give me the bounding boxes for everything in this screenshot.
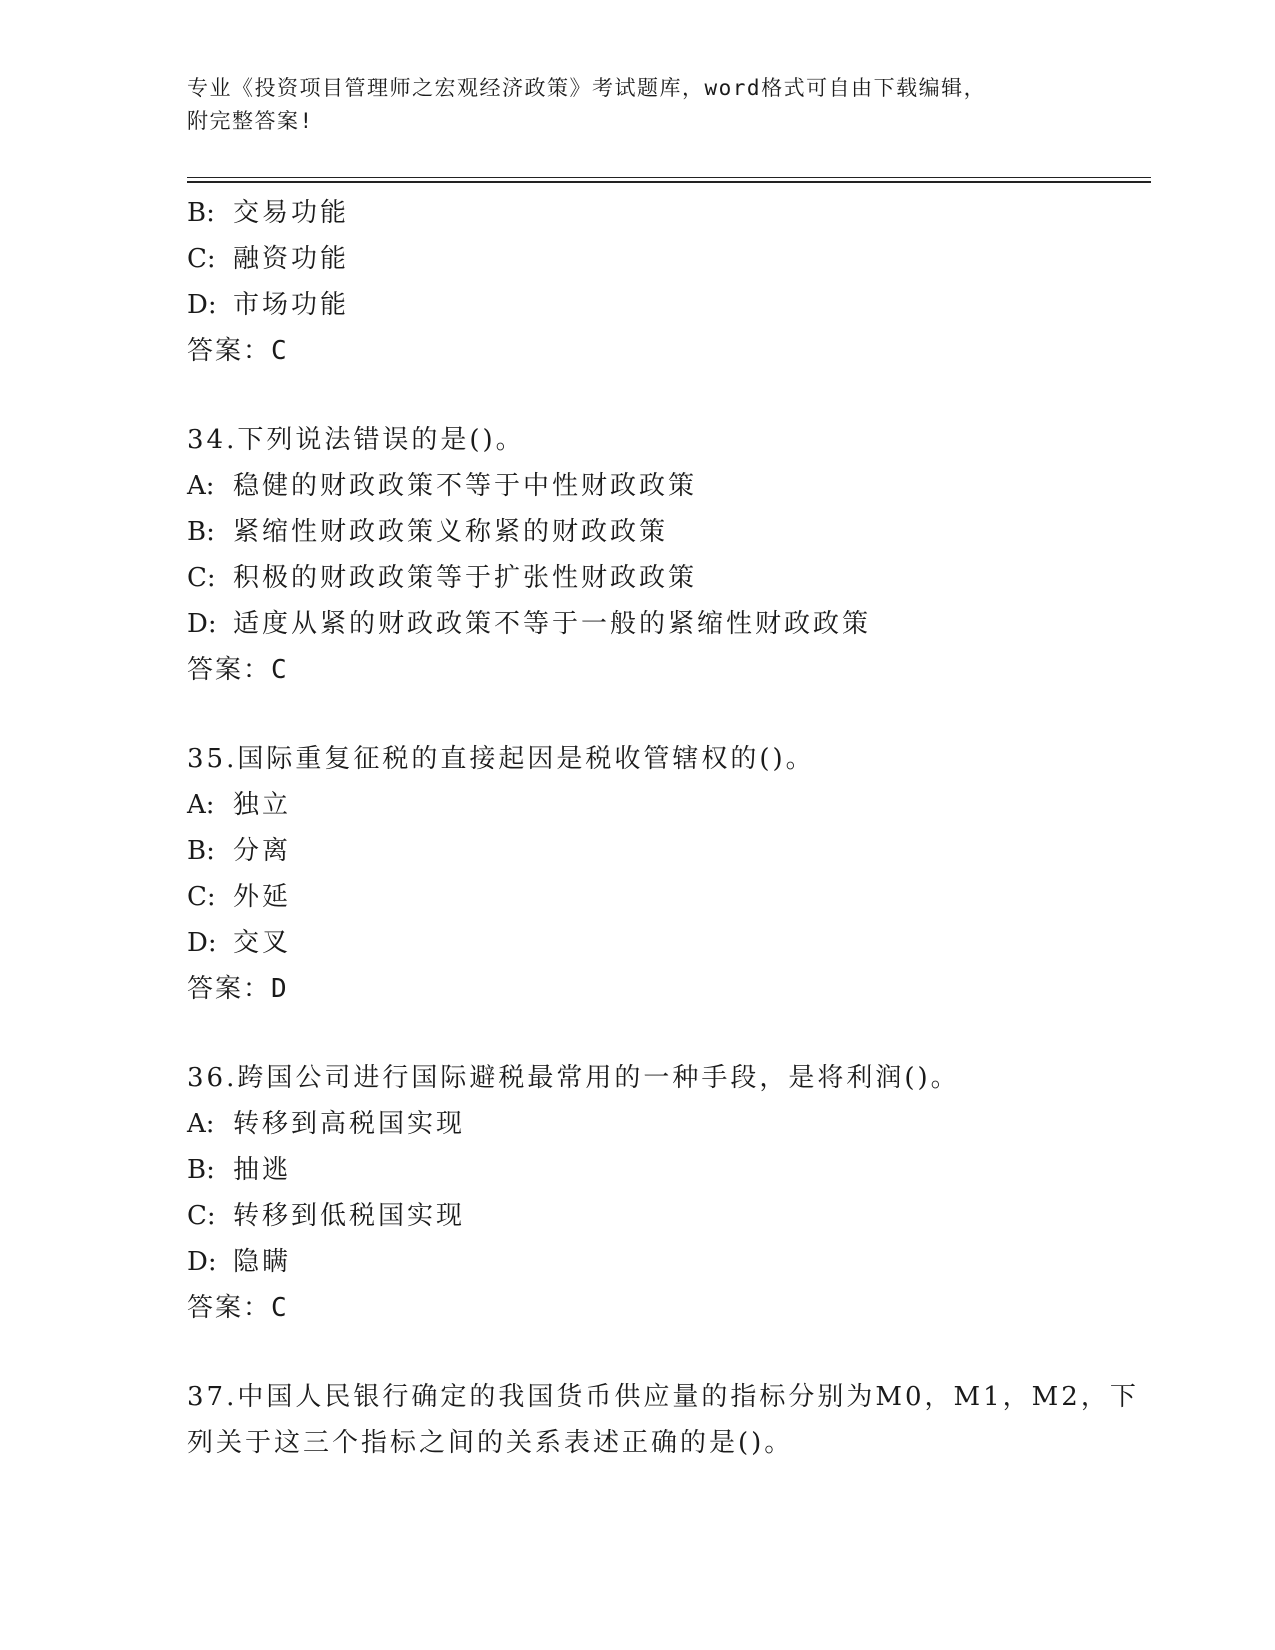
question-list bbox=[187, 190, 1139, 1466]
option-d bbox=[187, 1239, 1087, 1285]
option-d bbox=[187, 282, 1087, 328]
option-letter: A: bbox=[187, 1109, 215, 1139]
question-stem: 36.跨国公司进行国际避税最常用的一种手段，是将利润()。 bbox=[187, 1063, 960, 1093]
option-letter: D: bbox=[187, 928, 217, 958]
option-letter: B: bbox=[187, 836, 215, 866]
option-letter: A: bbox=[187, 471, 215, 501]
question-35 bbox=[187, 736, 1087, 1012]
spacer bbox=[187, 374, 1087, 417]
spacer bbox=[187, 1331, 1087, 1374]
option-letter: B: bbox=[187, 198, 215, 228]
option-text: 独立 bbox=[233, 790, 292, 820]
option-letter: C: bbox=[187, 1201, 216, 1231]
question-stem: 37.中国人民银行确定的我国货币供应量的指标分别为M0，M1，M2，下 bbox=[187, 1382, 1139, 1412]
header-divider-thick bbox=[187, 181, 1151, 183]
option-a bbox=[187, 782, 1087, 828]
option-d bbox=[187, 601, 1087, 647]
question-stem: 35.国际重复征税的直接起因是税收管辖权的()。 bbox=[187, 744, 815, 774]
document-header bbox=[187, 72, 1087, 138]
question-37 bbox=[187, 1374, 1139, 1466]
option-text: 抽逃 bbox=[233, 1155, 292, 1185]
option-b bbox=[187, 828, 1087, 874]
option-c bbox=[187, 236, 1087, 282]
answer-line: 答案：C bbox=[187, 336, 289, 366]
option-text: 稳健的财政政策不等于中性财政政策 bbox=[233, 471, 698, 501]
question-36 bbox=[187, 1055, 1087, 1331]
question-stem: 34.下列说法错误的是()。 bbox=[187, 425, 525, 455]
option-c bbox=[187, 874, 1087, 920]
answer-line: 答案：C bbox=[187, 655, 289, 685]
option-text: 外延 bbox=[233, 882, 292, 912]
option-a bbox=[187, 463, 1087, 509]
option-letter: B: bbox=[187, 1155, 215, 1185]
option-letter: D: bbox=[187, 1247, 217, 1277]
option-a bbox=[187, 1101, 1087, 1147]
option-text: 转移到低税国实现 bbox=[233, 1201, 466, 1231]
header-divider-thin bbox=[187, 177, 1151, 178]
option-d bbox=[187, 920, 1087, 966]
option-text: 适度从紧的财政政策不等于一般的紧缩性财政政策 bbox=[233, 609, 872, 639]
option-text: 市场功能 bbox=[233, 290, 350, 320]
option-letter: C: bbox=[187, 882, 216, 912]
option-text: 积极的财政政策等于扩张性财政政策 bbox=[233, 563, 698, 593]
option-letter: D: bbox=[187, 290, 217, 320]
option-letter: C: bbox=[187, 563, 216, 593]
question-stem-continued: 列关于这三个指标之间的关系表述正确的是()。 bbox=[187, 1428, 794, 1458]
option-text: 交叉 bbox=[233, 928, 292, 958]
option-letter: C: bbox=[187, 244, 216, 274]
option-text: 分离 bbox=[233, 836, 292, 866]
option-text: 紧缩性财政政策义称紧的财政政策 bbox=[233, 517, 669, 547]
option-letter: B: bbox=[187, 517, 215, 547]
option-c bbox=[187, 555, 1087, 601]
header-line-1: 专业《投资项目管理师之宏观经济政策》考试题库，word格式可自由下载编辑， bbox=[187, 76, 987, 100]
option-letter: A: bbox=[187, 790, 215, 820]
header-line-2: 附完整答案! bbox=[187, 109, 314, 133]
spacer bbox=[187, 1012, 1087, 1055]
option-c bbox=[187, 1193, 1087, 1239]
answer-line: 答案：C bbox=[187, 1293, 289, 1323]
option-b bbox=[187, 190, 1087, 236]
answer-line: 答案：D bbox=[187, 974, 289, 1004]
option-text: 转移到高税国实现 bbox=[233, 1109, 466, 1139]
spacer bbox=[187, 693, 1087, 736]
option-b bbox=[187, 509, 1087, 555]
option-text: 融资功能 bbox=[233, 244, 350, 274]
option-text: 交易功能 bbox=[233, 198, 350, 228]
question-33 bbox=[187, 190, 1087, 374]
option-text: 隐瞒 bbox=[233, 1247, 292, 1277]
option-letter: D: bbox=[187, 609, 217, 639]
option-b bbox=[187, 1147, 1087, 1193]
question-34 bbox=[187, 417, 1087, 693]
